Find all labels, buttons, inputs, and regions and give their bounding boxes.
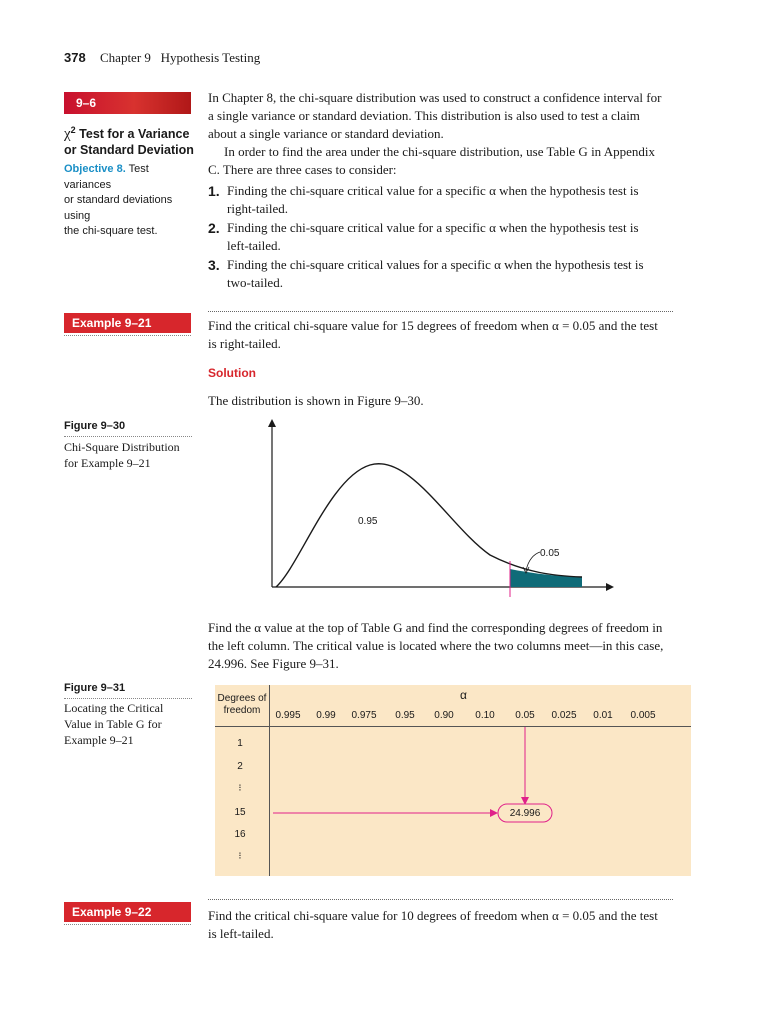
distribution-curve — [276, 464, 582, 587]
list-item: 1. Finding the chi-square critical value for a specific α when the hypothesis test is right-tailed. — [208, 183, 639, 216]
alpha-column-header: 0.975 — [351, 710, 377, 721]
list-item: 2. Finding the chi-square critical value for a specific α when the hypothesis test is left-tailed. — [208, 220, 639, 253]
alpha-column-header: 0.95 — [395, 710, 415, 721]
divider — [64, 698, 192, 699]
df-row-label: 15 — [234, 807, 246, 818]
solution-heading: Solution — [208, 366, 256, 380]
divider — [64, 924, 191, 925]
df-row-label: 16 — [234, 829, 246, 840]
divider — [208, 899, 673, 900]
area-label-main: 0.95 — [358, 516, 378, 527]
df-row-label: 1 — [237, 738, 243, 749]
x-axis-arrow-icon — [606, 583, 614, 591]
alpha-column-header: 0.90 — [434, 710, 454, 721]
divider — [208, 311, 673, 312]
df-row-label: ⁝ — [238, 851, 242, 862]
y-axis-arrow-icon — [268, 419, 276, 427]
tail-region — [510, 569, 582, 587]
lookup-arrows — [215, 685, 691, 876]
example-prompt: Find the critical chi-square value for 10 degrees of freedom when α = 0.05 and the test is left-tailed. — [208, 908, 658, 941]
alpha-column-header: 0.025 — [551, 710, 577, 721]
example-label: Example 9–22 — [64, 902, 191, 922]
figure-caption: Locating the Critical Value in Table G for Example 9–21 — [64, 701, 164, 747]
figure-label: Figure 9–31 — [64, 682, 126, 694]
chi-square-distribution-figure — [260, 415, 620, 600]
intro-paragraph: In Chapter 8, the chi-square distribution was used to construct a confidence interval for a single variance or standard deviation. This distribution is also used to test a claim about a single variance or standard deviation. In order to find the area under the chi-square distribution, use Table G in Appendix C. There are three cases to consider: — [208, 90, 662, 177]
alpha-column-header: 0.005 — [630, 710, 656, 721]
table-g-figure — [215, 685, 691, 876]
area-label-tail: 0.05 — [540, 548, 560, 559]
section-title: $\chi^2$ Test for a Variance or Standard Deviation — [64, 125, 194, 158]
divider — [64, 436, 192, 437]
alpha-column-header: 0.10 — [475, 710, 495, 721]
alpha-header: α — [460, 688, 467, 702]
arrow-right-icon — [490, 809, 498, 817]
divider — [64, 335, 191, 336]
objective-label: Objective 8. — [64, 163, 126, 175]
figure-label: Figure 9–30 — [64, 420, 126, 432]
alpha-column-header: 0.995 — [275, 710, 301, 721]
running-header: Chapter 9 Hypothesis Testing — [100, 50, 261, 65]
page-number: 378 — [64, 50, 86, 65]
list-item: 3. Finding the chi-square critical values for a specific α when the hypothesis test is two-tailed. — [208, 257, 644, 290]
df-row-label: 2 — [237, 761, 243, 772]
alpha-column-header: 0.99 — [316, 710, 336, 721]
critical-value: 24.996 — [509, 808, 541, 819]
alpha-column-header: 0.05 — [515, 710, 535, 721]
example-label: Example 9–21 — [64, 313, 191, 333]
objective-note: Objective 8. Test variances or standard deviations using the chi-square test. — [64, 163, 173, 237]
alpha-column-header: 0.01 — [593, 710, 613, 721]
figure-caption: Chi-Square Distribution for Example 9–21 — [64, 440, 180, 470]
section-number-tab: 9–6 — [64, 92, 191, 114]
explanation-paragraph: Find the α value at the top of Table G and find the corresponding degrees of freedom in the left column. The critical value is located where the two columns meet—in this case, 24.996. See Figure 9–31. — [208, 620, 664, 671]
solution-text: The distribution is shown in Figure 9–30. — [208, 393, 424, 408]
df-header: Degrees of freedom — [217, 693, 267, 716]
df-row-label: ⁝ — [238, 783, 242, 794]
example-prompt: Find the critical chi-square value for 15 degrees of freedom when α = 0.05 and the test is right-tailed. — [208, 318, 658, 351]
